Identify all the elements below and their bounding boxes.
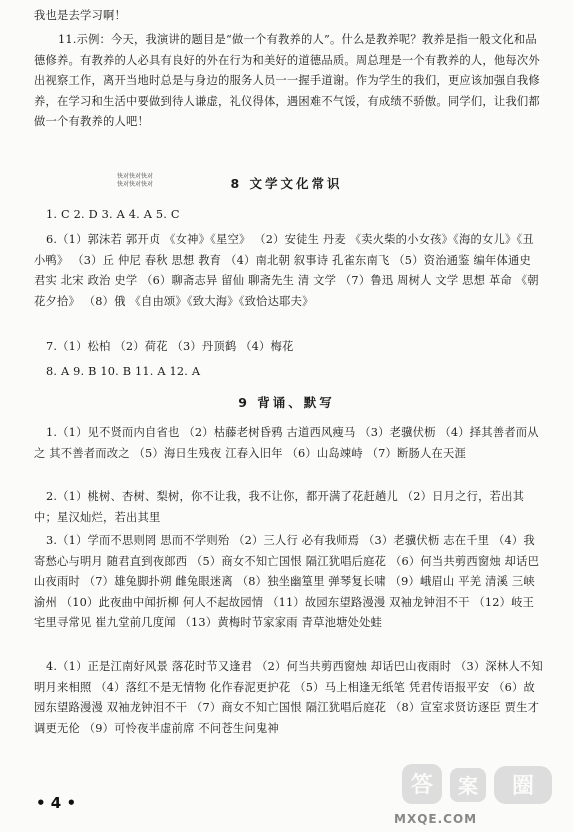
section-8-q1: 1. C 2. D 3. A 4. A 5. C — [46, 208, 180, 221]
svg-text:案: 案 — [458, 774, 478, 798]
carryover-line: 我也是去学习啊！ — [34, 9, 126, 22]
section-9-q1: 1.（1）见不贤而内自省也 （2）枯藤老树昏鸦 古道西风瘦马 （3）老骥伏枥 （4）择其善者而从之 其不善者而改之 （5）海日生残夜 江春入旧年 （6）山岛竦峙 （7）断肠人在天涯 — [34, 426, 539, 460]
answer-stamp: 快对快对快对 快对快对快对 — [117, 173, 154, 188]
section-9-heading: 9 背诵、默写 — [238, 395, 335, 410]
section-8-heading: 8 文学文化常识 — [230, 176, 343, 191]
section-8-q7: 7.（1）松柏 （2）荷花 （3）丹顶鹤 （4）梅花 — [46, 340, 294, 353]
svg-text:答: 答 — [410, 773, 434, 798]
section-9-q2: 2.（1）桃树、杏树、梨树，你不让我，我不让你，都开满了花赶趟儿 （2）日月之行，若出其中；星汉灿烂，若出其里 — [34, 490, 525, 524]
section-9-q4: 4.（1）正是江南好风景 落花时节又逢君 （2）何当共剪西窗烛 却话巴山夜雨时 （3）深林人不知 明月来相照 （4）落红不是无情物 化作春泥更护花 （5）马上相逢无纸笔 凭君传语报平安 （6）故园东望路漫漫 双袖龙钟泪不干 （7）商女不知亡国恨 隔江犹唱后庭花 （8）宣室求贤访逐臣 贾生才调更无伦 （9）可怜夜半虚前席 不问苍生问鬼神 — [34, 660, 543, 735]
answer-11-text: 11.示例：今天，我演讲的题目是“做一个有教养的人”。什么是教养呢？教养是指一般文化和品德修养。有教养的人必具有良好的外在行为和美好的道德品质。周总理是一个有教养的人，他每次外出视察工作，离开当地时总是与身边的服务人员一一握手道谢。作为学生的我们，更应该加强自我修养，在学习和生活中要做到待人谦虚，礼仪得体，遇困难不气馁，有成绩不骄傲。同学们，让我们都做一个有教养的人吧！ — [34, 33, 540, 129]
section-9-q3: 3.（1）学而不思则罔 思而不学则殆 （2）三人行 必有我师焉 （3）老骥伏枥 志在千里 （4）我寄愁心与明月 随君直到夜郎西 （5）商女不知亡国恨 隔江犹唱后庭花 （6）何当共剪西窗烛 却话巴山夜雨时 （7）雄兔脚扑朔 雌兔眼迷离 （8）独坐幽篁里 弹琴复长啸 （9）峨眉山 平羌 清溪 三峡 渝州 （10）此夜曲中闻折柳 何人不起故园情 （11）故园东望路漫漫 双袖龙钟泪不干 （12）岐王宅里寻常见 崔九堂前几度闻 （13）黄梅时节家家雨 青草池塘处处蛙 — [34, 534, 540, 630]
svg-text:圈: 圈 — [511, 774, 535, 799]
watermark-site: MXQE.COM — [394, 812, 478, 826]
section-8-q6: 6.（1）郭沫若 郭开贞 《女神》《星空》 （2）安徒生 丹麦 《卖火柴的小女孩》《海的女儿》《丑小鸭》 （3）丘 仲尼 春秋 思想 教育 （4）南北朝 叙事诗 孔雀东南飞 （5）资治通鉴 编年体通史 君实 北宋 政治 史学 （6）聊斋志异 留仙 聊斋先生 清 文学 （7）鲁迅 周树人 文学 思想 革命 《朝花夕拾》 （8）俄 《自由颂》《致大海》《致恰达耶夫》 — [34, 233, 539, 308]
section-8-q8: 8. A 9. B 10. B 11. A 12. A — [46, 365, 201, 378]
page-number: • 4 • — [36, 794, 77, 812]
